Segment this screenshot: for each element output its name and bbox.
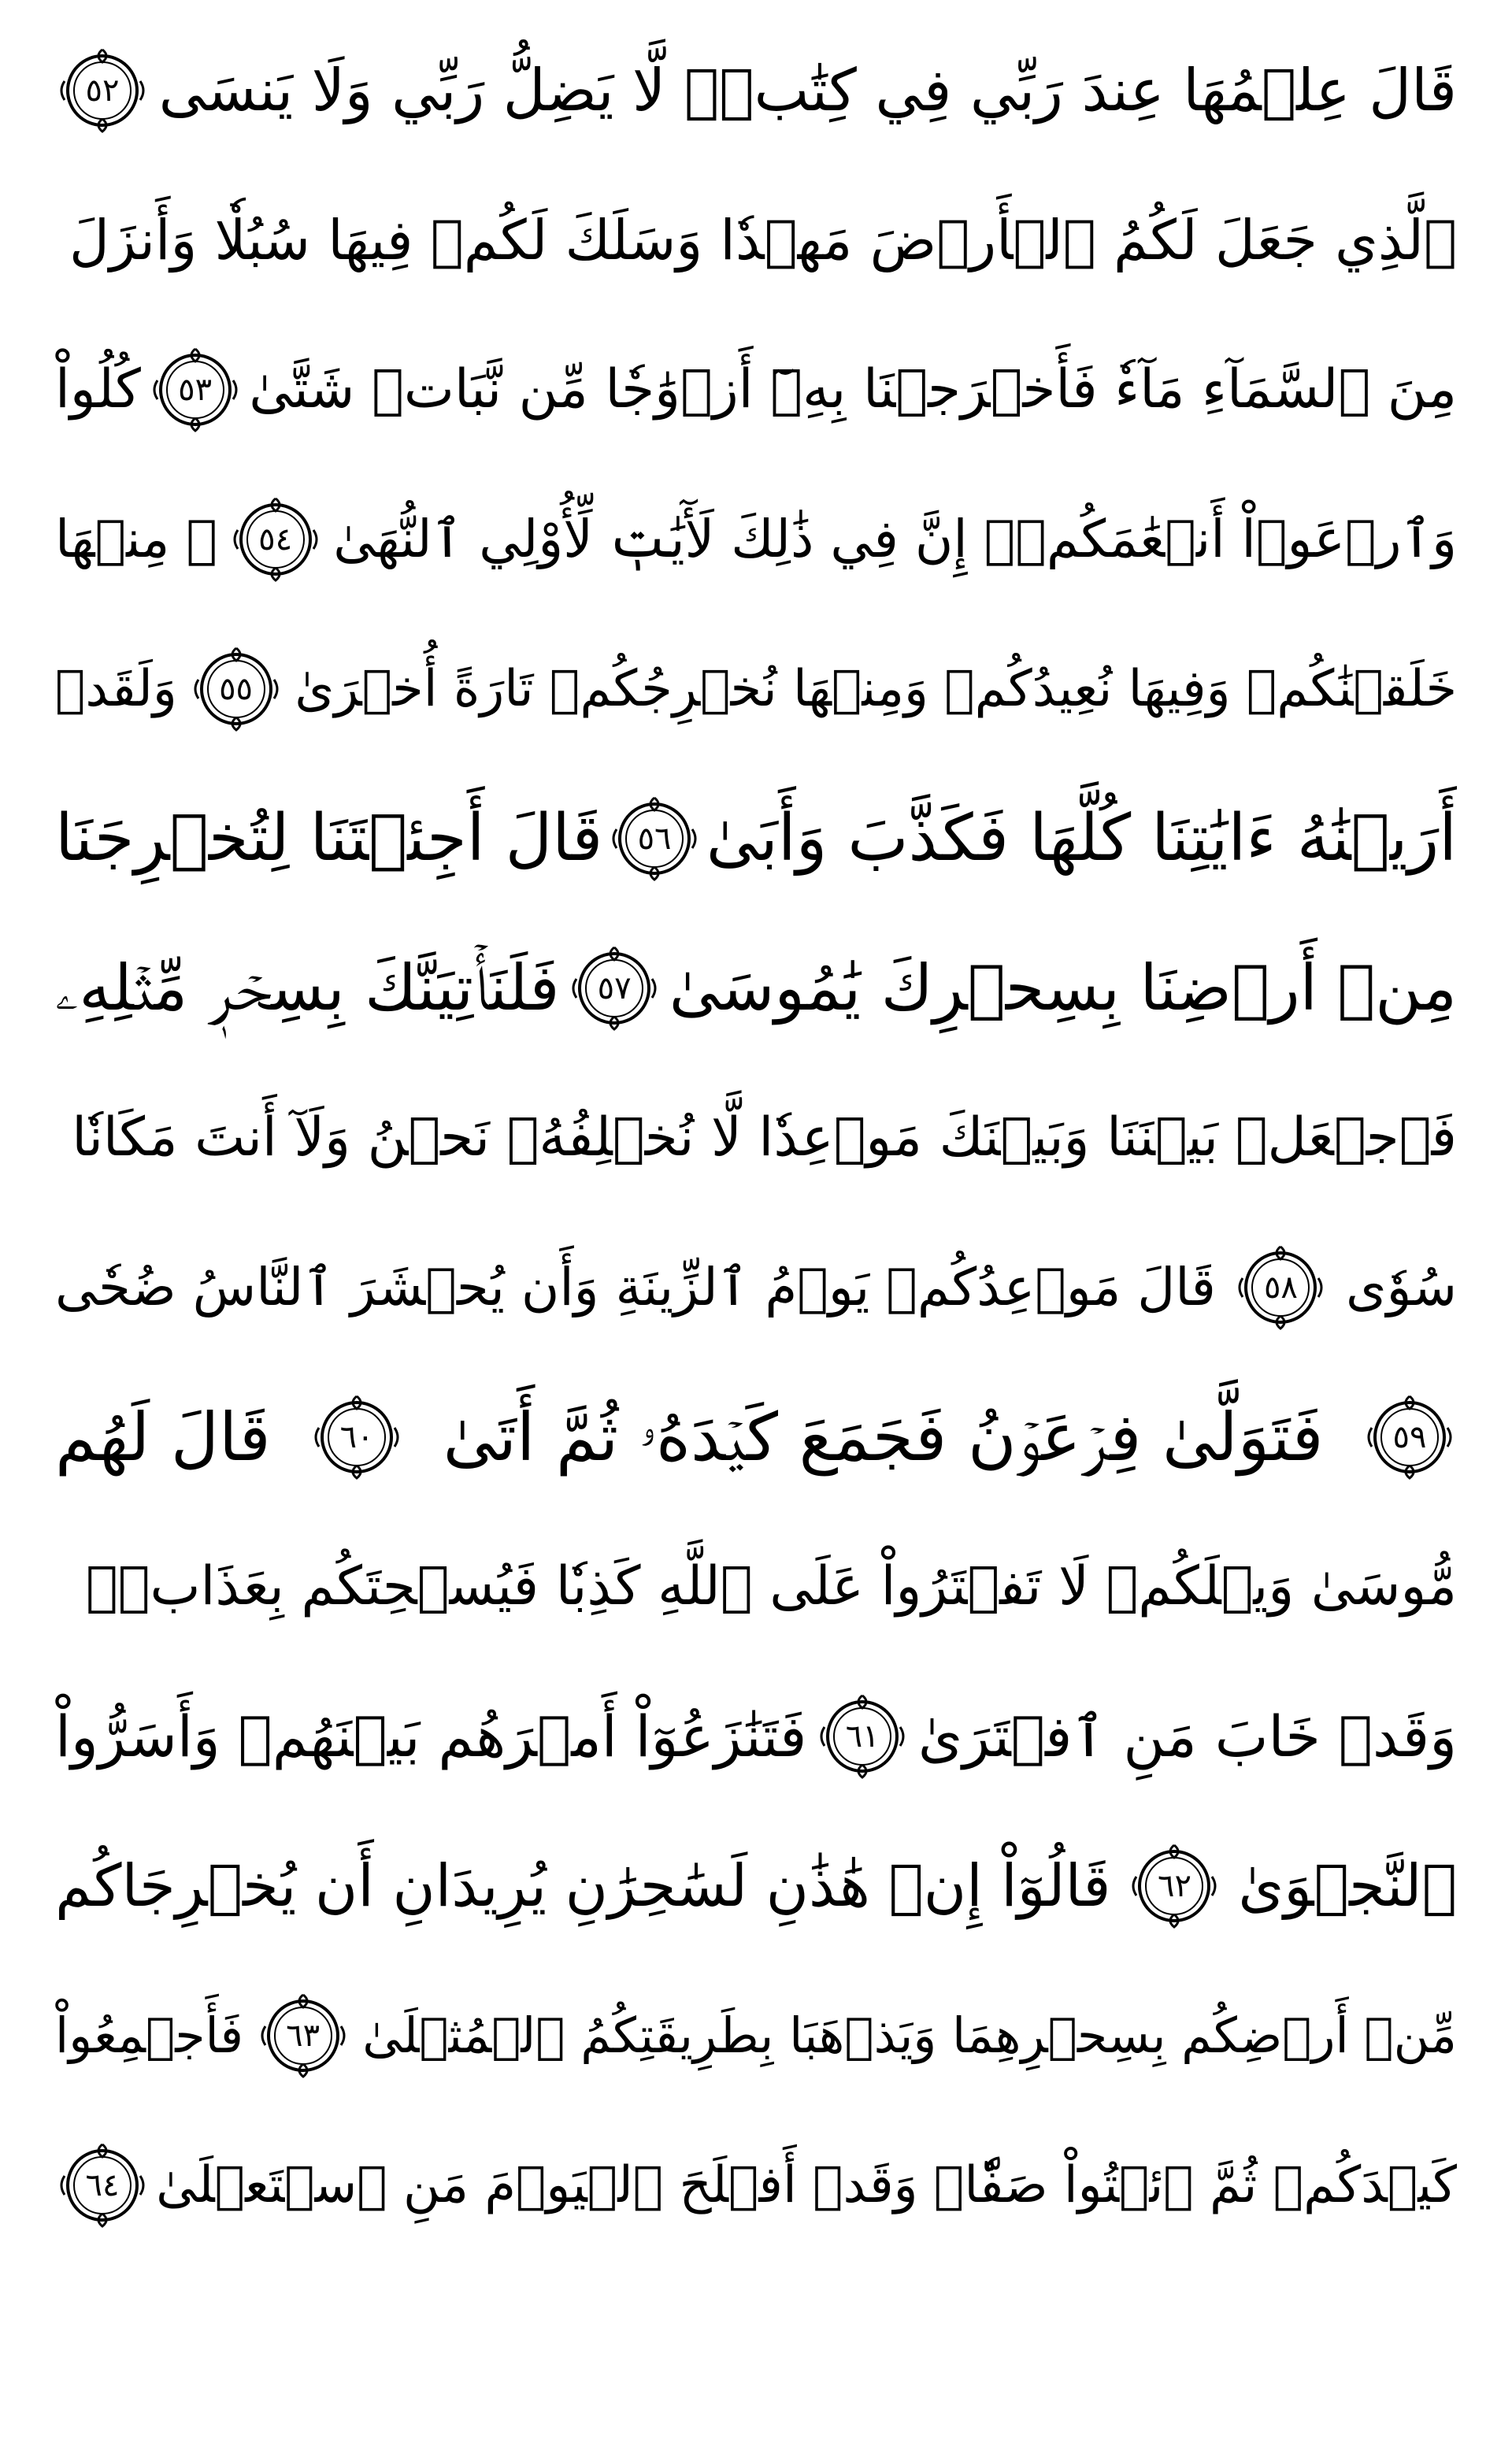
ayah-end-marker	[256, 1988, 350, 2083]
ayah-number: ٦١	[845, 1718, 880, 1755]
verse-text: قَالَ مَوۡعِدُكُمۡ يَوۡمُ ٱلزِّينَةِ وَأَن يُحۡشَرَ ٱلنَّاسُ ضُحٗى	[55, 1257, 1216, 1318]
ayah-number: ٥٣	[178, 372, 213, 408]
verse-text: قَالَ عِلۡمُهَا عِندَ رَبِّي فِي كِتَٰبٖۖ لَّا يَضِلُّ رَبِّي وَلَا يَنسَى	[158, 57, 1457, 124]
verse-text: وَقَدۡ خَابَ مَنِ ٱفۡتَرَىٰ	[917, 1703, 1457, 1770]
ayah-end-marker	[1233, 1240, 1328, 1335]
verse-text: أَرَيۡنَٰهُ ءَايَٰتِنَا كُلَّهَا فَكَذَّبَ وَأَبَىٰ	[706, 801, 1457, 876]
ayah-number: ٥٥	[219, 671, 254, 707]
ayah-number: ٦٤	[85, 2167, 120, 2203]
verse-text: فَلَنَأۡتِيَنَّكَ بِسِحۡرٖ مِّثۡلِهِۦ	[55, 951, 560, 1025]
text-line	[55, 1512, 1457, 1662]
verse-text: وَٱرۡعَوۡاْ أَنۡعَٰمَكُمۡۚ إِنَّ فِي ذَٰلِكَ لَأٓيَٰتٖ لِّأُوْلِي ٱلنُّهَىٰ	[333, 509, 1457, 569]
verse-text: وَلَقَدۡ	[55, 660, 177, 718]
ayah-end-marker	[607, 791, 702, 886]
text-line	[55, 1213, 1457, 1362]
verse-text: كُلُواْ	[55, 358, 141, 421]
verse-text: قَالَ أَجِئۡتَنَا لِتُخۡرِجَنَا	[55, 801, 603, 876]
text-line	[55, 1662, 1457, 1811]
ayah-end-marker	[189, 642, 284, 736]
verse-text: مُّوسَىٰ وَيۡلَكُمۡ لَا تَفۡتَرُواْ عَلَى ٱللَّهِ كَذِبٗا فَيُسۡحِتَكُم بِعَذَابٖۖ	[85, 1555, 1457, 1618]
verse-text: فَأَجۡمِعُواْ	[55, 2007, 244, 2064]
text-line	[55, 614, 1457, 764]
verse-text: كَيۡدَكُمۡ ثُمَّ ٱئۡتُواْ صَفّٗاۚ وَقَدۡ أَفۡلَحَ ٱلۡيَوۡمَ مَنِ ٱسۡتَعۡلَىٰ	[156, 2156, 1457, 2214]
text-line	[55, 465, 1457, 614]
ayah-number: ٥٦	[637, 821, 672, 857]
text-line	[55, 914, 1457, 1063]
text-line	[55, 1362, 1457, 1512]
ayah-number: ٥٤	[258, 521, 293, 558]
ayah-number: ٦٣	[286, 2018, 321, 2054]
ayah-end-marker	[148, 343, 243, 437]
text-line	[55, 2111, 1457, 2260]
ayah-end-marker	[1127, 1839, 1221, 1933]
text-line	[55, 16, 1457, 165]
ayah-number: ٥٧	[597, 970, 632, 1006]
verse-text: مِنَ ٱلسَّمَآءِ مَآءٗ فَأَخۡرَجۡنَا بِهِۦٓ أَزۡوَٰجٗا مِّن نَّبَاتٖ شَتَّىٰ	[249, 358, 1457, 421]
text-line	[55, 1811, 1457, 1961]
ayah-end-marker	[567, 941, 662, 1036]
verse-text: فَتَوَلَّىٰ فِرۡعَوۡنُ فَجَمَعَ كَيۡدَهُۥ ثُمَّ أَتَىٰ	[443, 1399, 1324, 1476]
verse-text: ٱلنَّجۡوَىٰ	[1238, 1852, 1457, 1920]
ayah-number: ٥٩	[1392, 1419, 1427, 1455]
text-line	[55, 1961, 1457, 2111]
text-line	[55, 764, 1457, 914]
ayah-number: ٥٨	[1263, 1269, 1298, 1306]
text-line	[55, 315, 1457, 465]
text-line	[55, 1063, 1457, 1213]
verse-text: ٱلَّذِي جَعَلَ لَكُمُ ٱلۡأَرۡضَ مَهۡدٗا وَسَلَكَ لَكُمۡ فِيهَا سُبُلٗا وَأَنزَلَ	[69, 208, 1457, 272]
verse-text: مِّنۡ أَرۡضِكُم بِسِحۡرِهِمَا وَيَذۡهَبَا بِطَرِيقَتِكُمُ ٱلۡمُثۡلَىٰ	[362, 2007, 1457, 2064]
ayah-end-marker	[1362, 1390, 1457, 1484]
ayah-number: ٦٢	[1157, 1868, 1191, 1904]
ayah-end-marker	[55, 43, 150, 138]
verse-text: خَلَقۡنَٰكُمۡ وَفِيهَا نُعِيدُكُمۡ وَمِنۡهَا نُخۡرِجُكُمۡ تَارَةً أُخۡرَىٰ	[295, 660, 1457, 718]
verse-text: ۞ مِنۡهَا	[55, 509, 217, 569]
ayah-end-marker	[309, 1390, 404, 1484]
verse-text: مِنۡ أَرۡضِنَا بِسِحۡرِكَ يَٰمُوسَىٰ	[669, 951, 1457, 1025]
ayah-end-marker	[815, 1689, 910, 1784]
ayah-end-marker	[55, 2138, 150, 2233]
ayah-number: ٦٠	[339, 1419, 374, 1455]
verse-text: سُوٗى	[1345, 1257, 1457, 1318]
ayah-number: ٥٢	[85, 72, 120, 109]
verse-text: قَالَ لَهُم	[55, 1399, 271, 1476]
ayah-end-marker	[228, 492, 323, 587]
verse-text: فَٱجۡعَلۡ بَيۡنَنَا وَبَيۡنَكَ مَوۡعِدٗا لَّا نُخۡلِفُهُۥ نَحۡنُ وَلَآ أَنتَ مَكَانٗا	[72, 1106, 1457, 1169]
verse-text: فَتَنَٰزَعُوٓاْ أَمۡرَهُم بَيۡنَهُمۡ وَأَسَرُّواْ	[55, 1703, 807, 1770]
verse-text: قَالُوٓاْ إِنۡ هَٰذَٰنِ لَسَٰحِرَٰنِ يُرِيدَانِ أَن يُخۡرِجَاكُم	[55, 1852, 1111, 1920]
text-line	[55, 165, 1457, 315]
